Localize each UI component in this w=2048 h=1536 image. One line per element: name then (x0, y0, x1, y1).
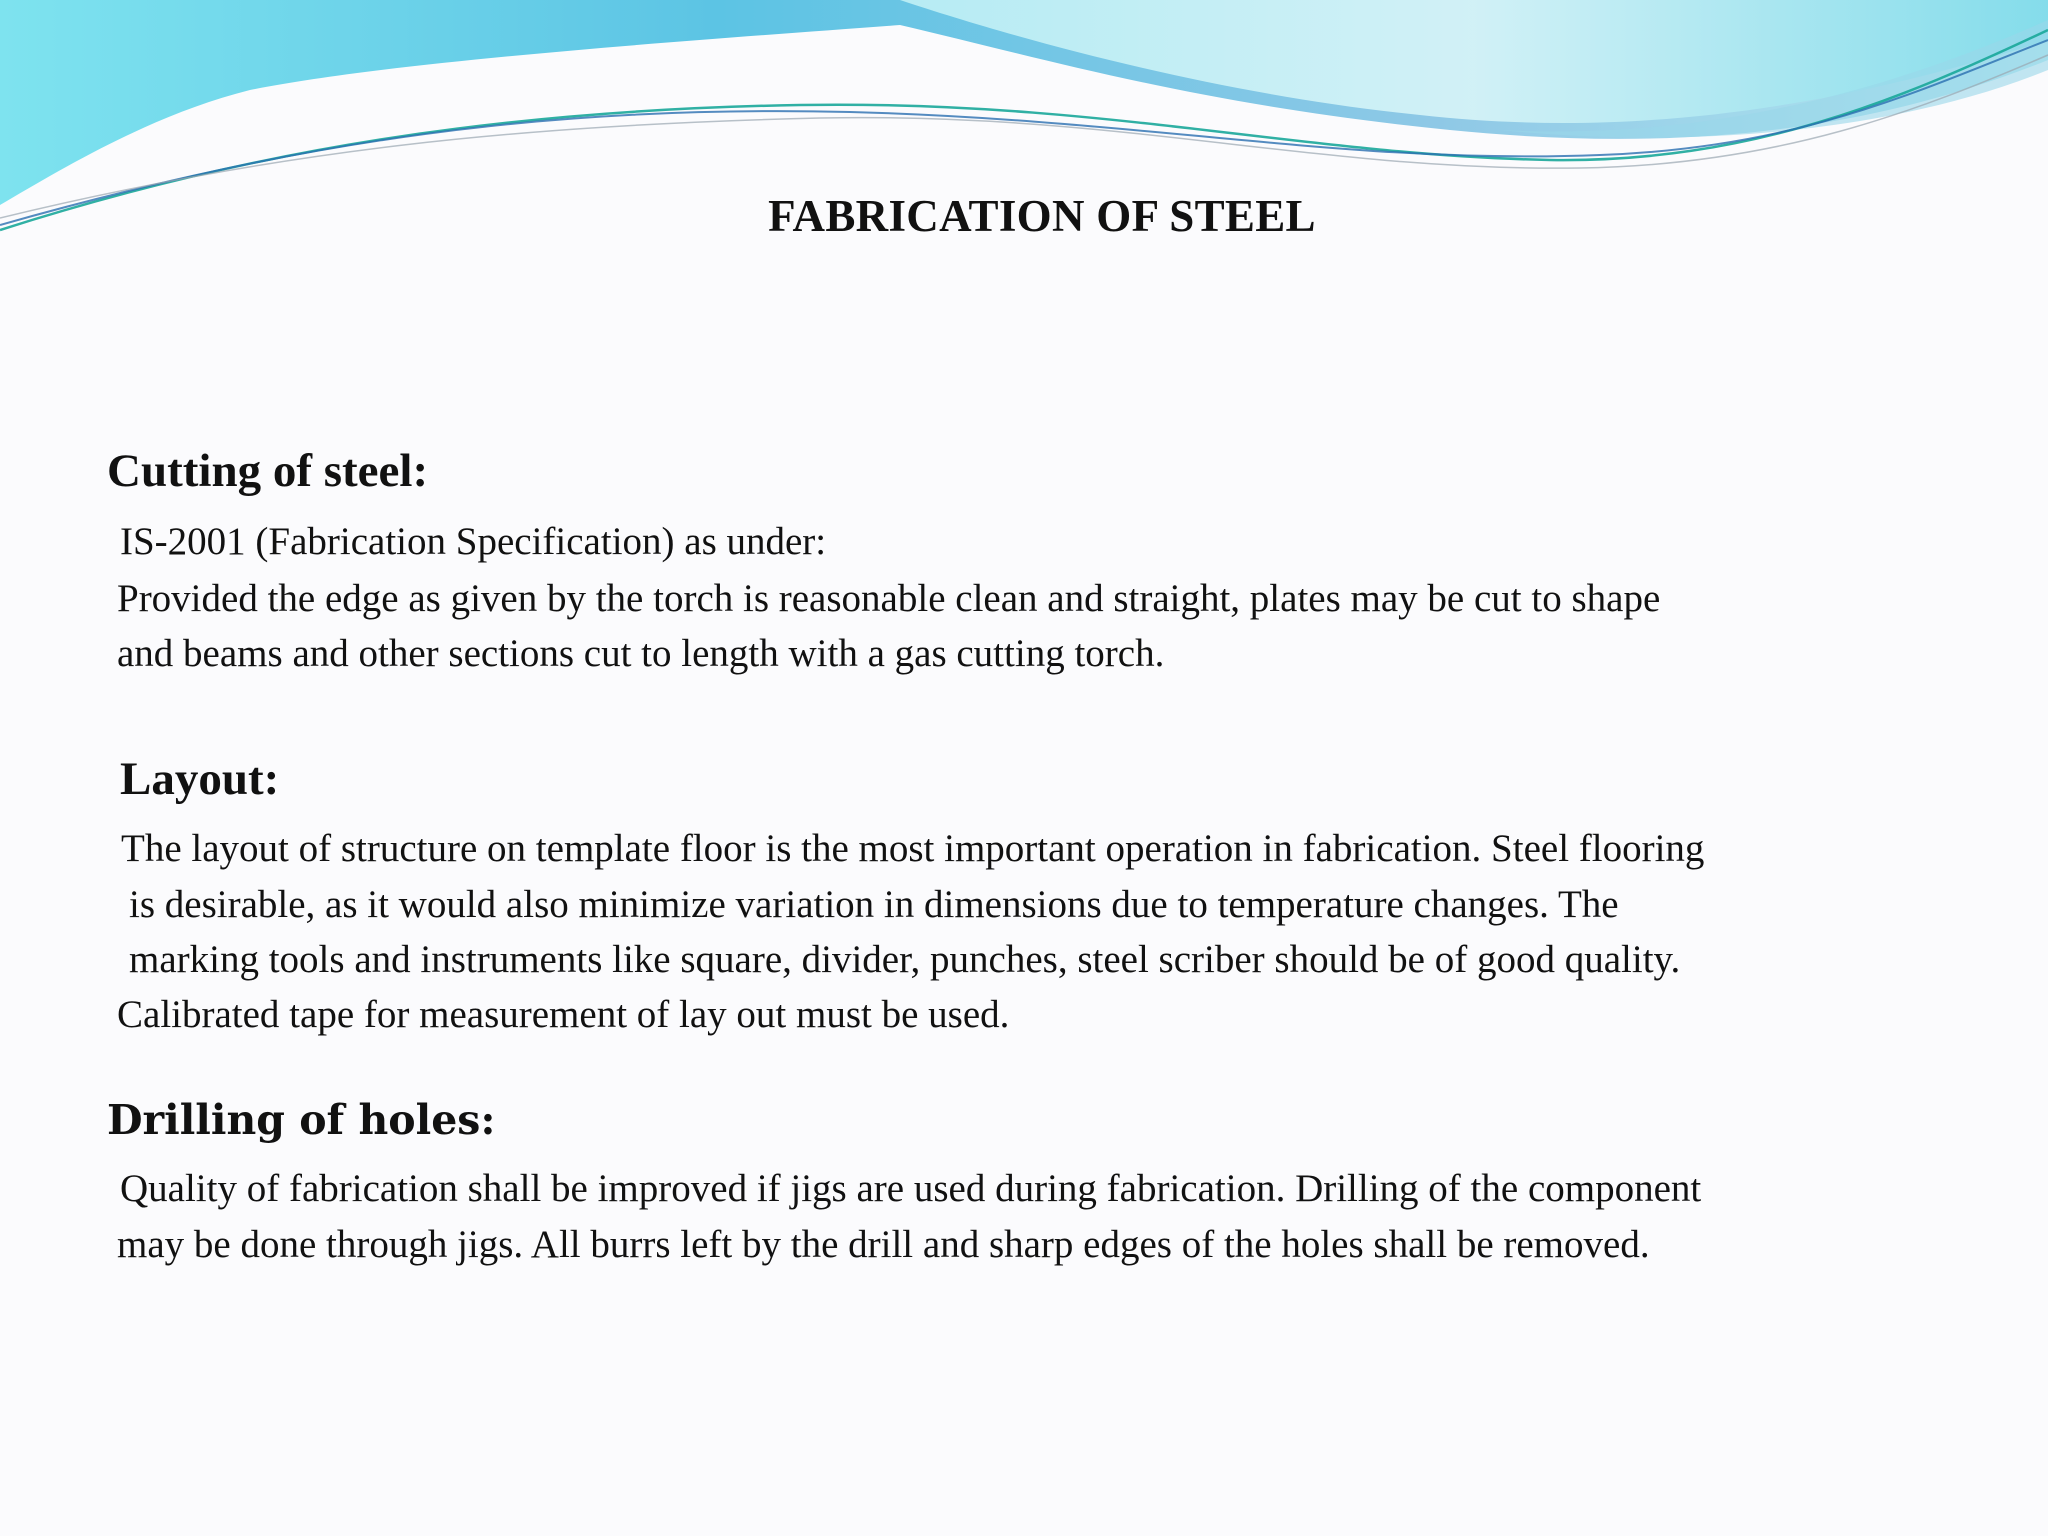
body-line: Provided the edge as given by the torch is reasonable clean and straight, plates may be cut to shape (117, 577, 1661, 620)
body-line: Quality of fabrication shall be improved if jigs are used during fabrication. Drilling of the component (120, 1167, 1702, 1210)
section-heading-drilling: Drilling of holes: (107, 1096, 496, 1144)
section-heading-layout: Layout: (120, 753, 280, 805)
body-line: IS-2001 (Fabrication Specification) as under: (120, 520, 827, 563)
slide-title: FABRICATION OF STEEL (768, 191, 1316, 241)
body-line: may be done through jigs. All burrs left by the drill and sharp edges of the holes shall be removed. (117, 1223, 1650, 1266)
body-line: Calibrated tape for measurement of lay out must be used. (117, 993, 1010, 1036)
body-line: marking tools and instruments like square, divider, punches, steel scriber should be of good quality. (129, 938, 1681, 981)
body-line: The layout of structure on template floor is the most important operation in fabrication. Steel flooring (121, 827, 1705, 870)
section-heading-cutting: Cutting of steel: (107, 445, 429, 497)
body-line: is desirable, as it would also minimize variation in dimensions due to temperature changes. The (129, 883, 1619, 926)
body-line: and beams and other sections cut to length with a gas cutting torch. (117, 632, 1165, 675)
